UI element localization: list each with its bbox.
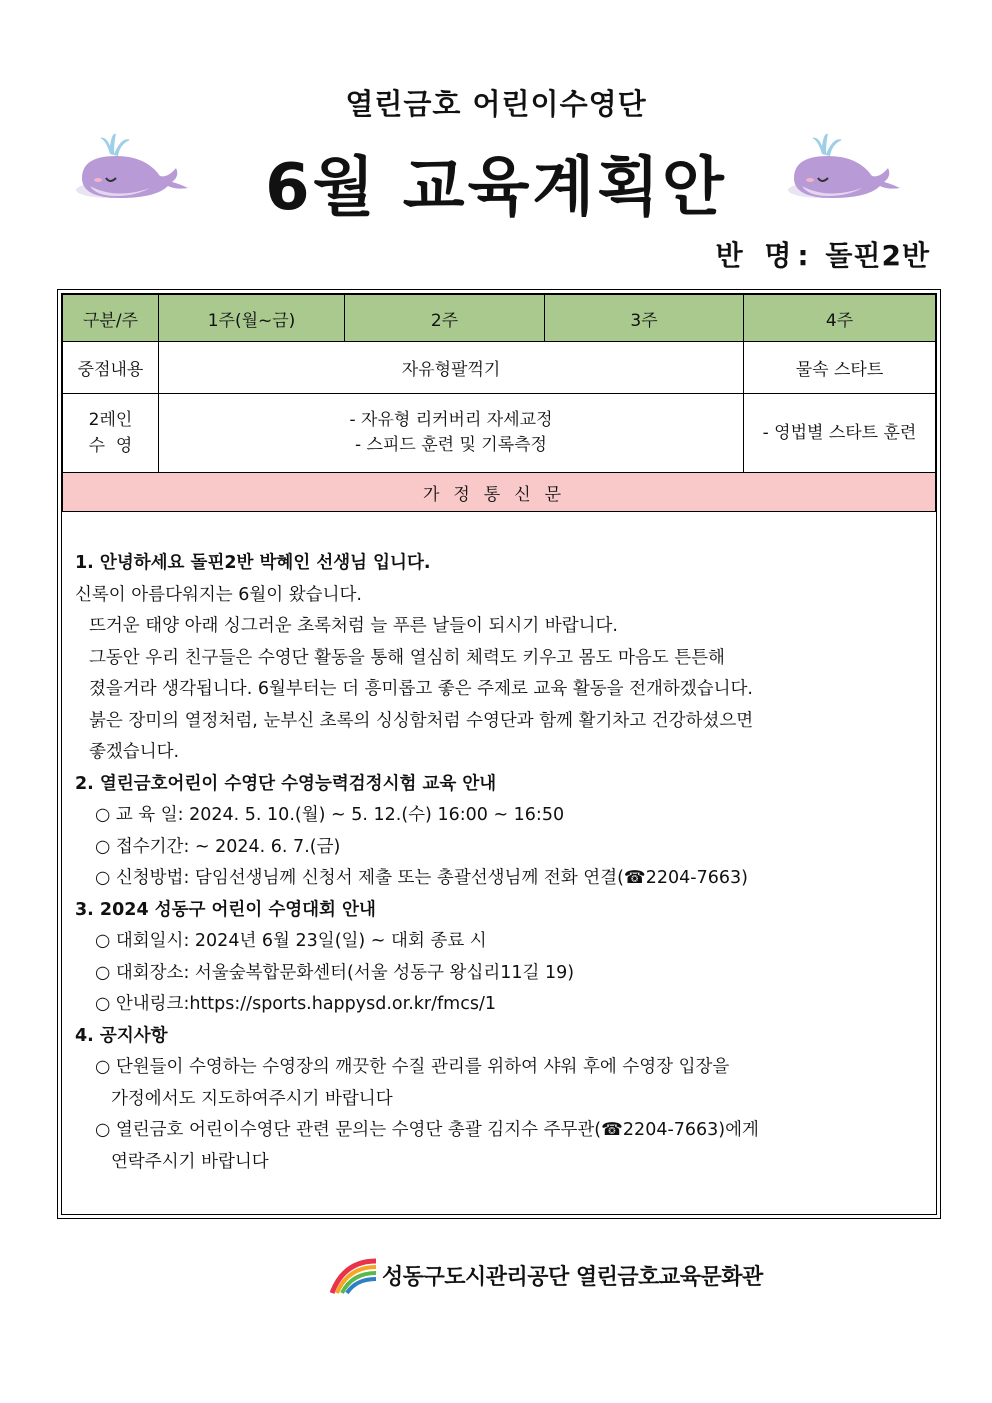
list-item: ○ 안내링크:https://sports.happysd.or.kr/fmcs/1: [95, 994, 496, 1014]
header-cell: 4주: [744, 295, 936, 342]
header-cell: 구분/주: [63, 295, 159, 342]
footer-logo: [330, 1255, 763, 1295]
section-title: 2. 열린금호어린이 수영단 수영능력검정시험 교육 안내: [75, 773, 497, 794]
subtitle: 열린금호 어린이수영단: [345, 87, 647, 121]
list-item: ○ 열린금호 어린이수영단 관련 문의는 수영단 총괄 김지수 주무관(☎2204-7663)에게: [95, 1120, 759, 1140]
section-title: 4. 공지사항: [75, 1025, 168, 1046]
rainbow-logo-icon: [330, 1255, 378, 1295]
swim-label-line: 수 영: [88, 436, 133, 456]
swim-item: - 자유형 리커버리 자세교정: [349, 410, 553, 430]
whale-icon: [76, 128, 198, 212]
plan-table: [62, 294, 936, 512]
paragraph-line: 붉은 장미의 열정처럼, 눈부신 초록의 싱싱함처럼 수영단과 함께 활기차고 건강하셨으면: [89, 710, 754, 731]
focus-weeks-1-3: 자유형팔꺽기: [159, 342, 744, 394]
focus-week-4: 물속 스타트: [744, 342, 936, 394]
page-title: 6월 교육계획안: [265, 151, 727, 225]
swim-label: [63, 394, 159, 473]
class-name: [716, 234, 930, 274]
footer-org: 성동구도시관리공단 열린금호교육문화관: [382, 1264, 763, 1290]
plan-frame: [57, 289, 941, 1219]
swim-label-line: 2레인: [88, 410, 133, 430]
list-item: ○ 대회장소: 서울숲복합문화센터(서울 성동구 왕십리11길 19): [95, 962, 575, 983]
section-title: 1. 안녕하세요 돌핀2반 박혜인 선생님 입니다.: [75, 553, 431, 573]
header-cell: 1주(월~금): [159, 295, 345, 342]
paragraph-line: 그동안 우리 친구들은 수영단 활동을 통해 열심히 체력도 키우고 몸도 마음도 튼튼해: [89, 647, 725, 668]
class-value: 돌핀2반: [825, 239, 930, 272]
table-row: [63, 394, 936, 473]
list-item: ○ 교 육 일: 2024. 5. 10.(월) ~ 5. 12.(수) 16:00 ~ 16:50: [95, 805, 565, 825]
plan-frame-inner: [61, 293, 937, 1215]
notice-title: 가정통신문: [63, 473, 936, 512]
list-item: ○ 접수기간: ~ 2024. 6. 7.(금): [95, 836, 341, 857]
section-title: 3. 2024 성동구 어린이 수영대회 안내: [75, 899, 376, 920]
class-label: 반 명:: [715, 239, 815, 272]
list-item: ○ 대회일시: 2024년 6월 23일(일) ~ 대회 종료 시: [95, 931, 487, 951]
paragraph-line: 좋겠습니다.: [89, 742, 180, 762]
swim-week-4: - 영법별 스타트 훈련: [744, 394, 936, 473]
paragraph-line: 뜨거운 태양 아래 싱그러운 초록처럼 늘 푸른 날들이 되시기 바랍니다.: [89, 616, 618, 636]
list-item-continuation: 연락주시기 바랍니다: [111, 1151, 269, 1172]
list-item: ○ 단원들이 수영하는 수영장의 깨끗한 수질 관리를 위하여 샤워 후에 수영장 입장을: [95, 1057, 730, 1077]
notice-bar: [63, 473, 936, 512]
paragraph-line: 졌을거라 생각됩니다. 6월부터는 더 흥미롭고 좋은 주제로 교육 활동을 전개하겠습니다.: [89, 679, 753, 699]
list-item-continuation: 가정에서도 지도하여주시기 바랍니다: [111, 1088, 393, 1109]
list-item: ○ 신청방법: 담임선생님께 신청서 제출 또는 총괄선생님께 전화 연결(☎2204-7663): [95, 868, 748, 888]
table-header-row: [63, 295, 936, 342]
header-cell: 3주: [545, 295, 744, 342]
paragraph-line: 신록이 아름다워지는 6월이 왔습니다.: [75, 584, 362, 605]
header-cell: 2주: [345, 295, 545, 342]
whale-icon: [788, 128, 910, 212]
swim-weeks-1-3: [159, 394, 744, 473]
table-row: [63, 342, 936, 394]
notice-content: [75, 548, 935, 1178]
focus-label: 중점내용: [63, 342, 159, 394]
swim-item: - 스피드 훈련 및 기록측정: [355, 435, 547, 455]
